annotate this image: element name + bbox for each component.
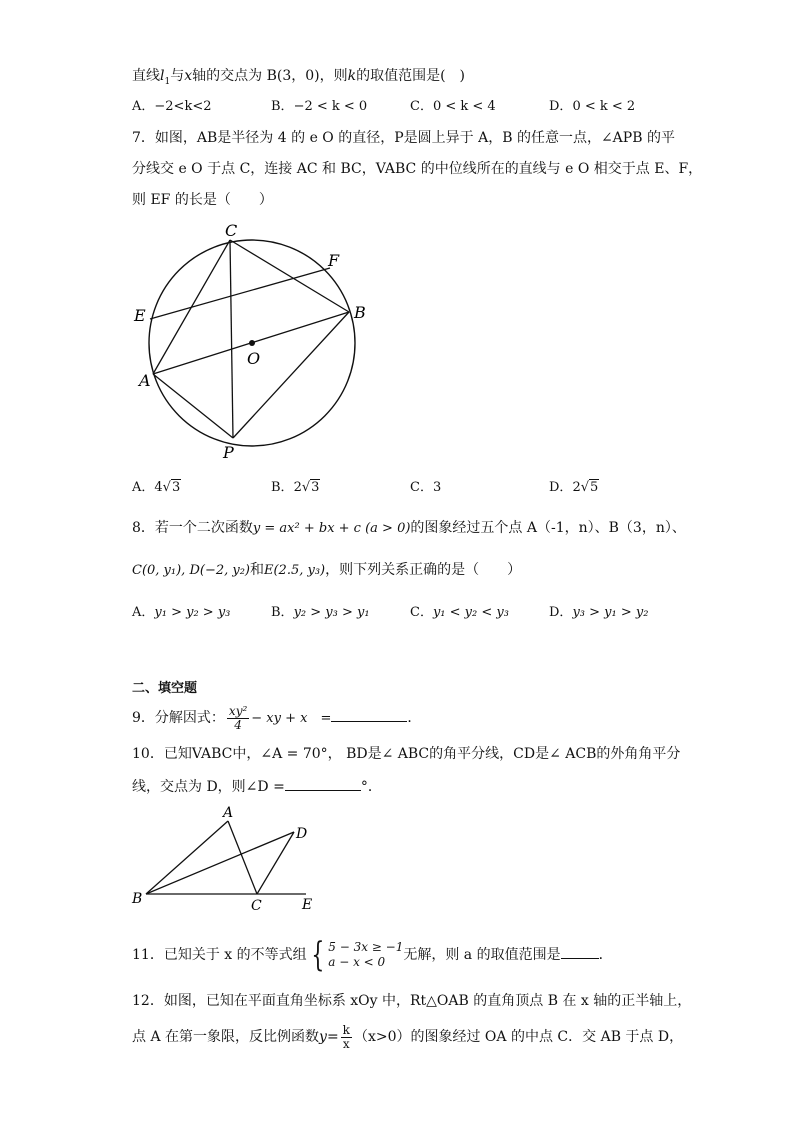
q11-answer-blank[interactable]	[561, 944, 599, 959]
label-f: F	[328, 251, 340, 270]
label-d: D	[296, 826, 308, 842]
q6-option-d: D．0 < k < 2	[549, 99, 636, 114]
q9-answer-blank[interactable]	[331, 707, 407, 722]
label-c: C	[225, 221, 238, 240]
q8-option-d: D．y₃ > y₁ > y₂	[549, 605, 649, 620]
q8-line-1: 8．若一个二次函数y = ax² + bx + c (a > 0)的图象经过五个点 A（-1，n）、B（3，n）、	[132, 520, 686, 536]
q10-answer-blank[interactable]	[285, 776, 361, 791]
q7-line-1: 7．如图，AB是半径为 4 的 e O 的直径，P是圆上异于 A，B 的任意一点，∠APB 的平	[132, 130, 675, 146]
label-a: A	[223, 805, 234, 821]
q7-option-a: A．4√3	[132, 480, 181, 495]
q6-option-a: A．−2<k<2	[132, 99, 212, 114]
label-e: E	[302, 897, 313, 913]
q8-option-b: B．y₂ > y₃ > y₁	[271, 605, 370, 620]
q6-stem-tail: 直线$l_1$与x轴的交点为 B(3，0)，则k的取值范围是( )	[132, 68, 466, 87]
q12-line-1: 12．如图，已知在平面直角坐标系 xOy 中，Rt△OAB 的直角顶点 B 在 x 轴的正半轴上，	[132, 993, 692, 1009]
center-point-o	[249, 340, 255, 346]
label-c: C	[251, 898, 262, 914]
segment-ba	[146, 821, 228, 894]
q7-line-2: 分线交 e O 于点 C，连接 AC 和 BC，VABC 的中位线所在的直线与 e O 相交于点 E、F，	[132, 161, 703, 177]
segment-bd	[146, 832, 294, 894]
label-b: B	[354, 303, 366, 322]
q7-option-d: D．2√5	[549, 480, 599, 495]
q11-inequality-system: { 5 − 3x ≥ −1 a − x < 0	[310, 935, 404, 975]
label-e: E	[134, 306, 146, 325]
q9-fraction: $\frac{\text{xy²}}{4}$	[228, 703, 248, 732]
q12-line-2: 点 A 在第一象限，反比例函数y= $\frac{k}{x}$ （x>0）的图象经过 OA 的中点 C．交 AB 于点 D，	[132, 1022, 684, 1051]
q8-option-c: C．y₁ < y₂ < y₃	[410, 605, 509, 620]
q10-triangle-figure	[128, 800, 328, 915]
q10-line-2: 线，交点为 D，则∠D = °．	[132, 776, 382, 796]
label-a: A	[139, 371, 151, 390]
segment-cd	[257, 832, 294, 894]
q12-fraction: $\frac{k}{x}$	[342, 1022, 350, 1051]
q7-circle-figure	[125, 215, 385, 465]
q10-line-1: 10．已知VABC中，∠A = 70°， BD是∠ ABC的角平分线，CD是∠ ACB的外角角平分	[132, 746, 681, 762]
q9-line: 9．分解因式： $\frac{\text{xy²}}{4}$ − xy + x = ．	[132, 703, 422, 732]
label-o: O	[247, 349, 261, 368]
q8-line-2: C(0, y₁), D(−2, y₂)和E(2.5, y₃)，则下列关系正确的是（ ）	[132, 562, 522, 578]
segment-ap	[153, 374, 233, 438]
q7-line-3: 则 EF 的长是（ ）	[132, 192, 273, 208]
section-heading-fill-in: 二、填空题	[132, 681, 198, 696]
q7-option-c: C．3	[410, 480, 442, 495]
q7-option-b: B．2√3	[271, 480, 320, 495]
q11-line: 11．已知关于 x 的不等式组 { 5 − 3x ≥ −1 a − x < 0 无解，则 a 的取值范围是 ．	[132, 935, 613, 975]
label-b: B	[132, 891, 143, 907]
midline-ef	[150, 268, 330, 319]
q6-option-c: C．0 < k < 4	[410, 99, 496, 114]
label-p: P	[223, 443, 234, 462]
segment-cp	[230, 240, 233, 438]
q8-option-a: A．y₁ > y₂ > y₃	[132, 605, 231, 620]
q6-option-b: B．−2 < k < 0	[271, 99, 368, 114]
